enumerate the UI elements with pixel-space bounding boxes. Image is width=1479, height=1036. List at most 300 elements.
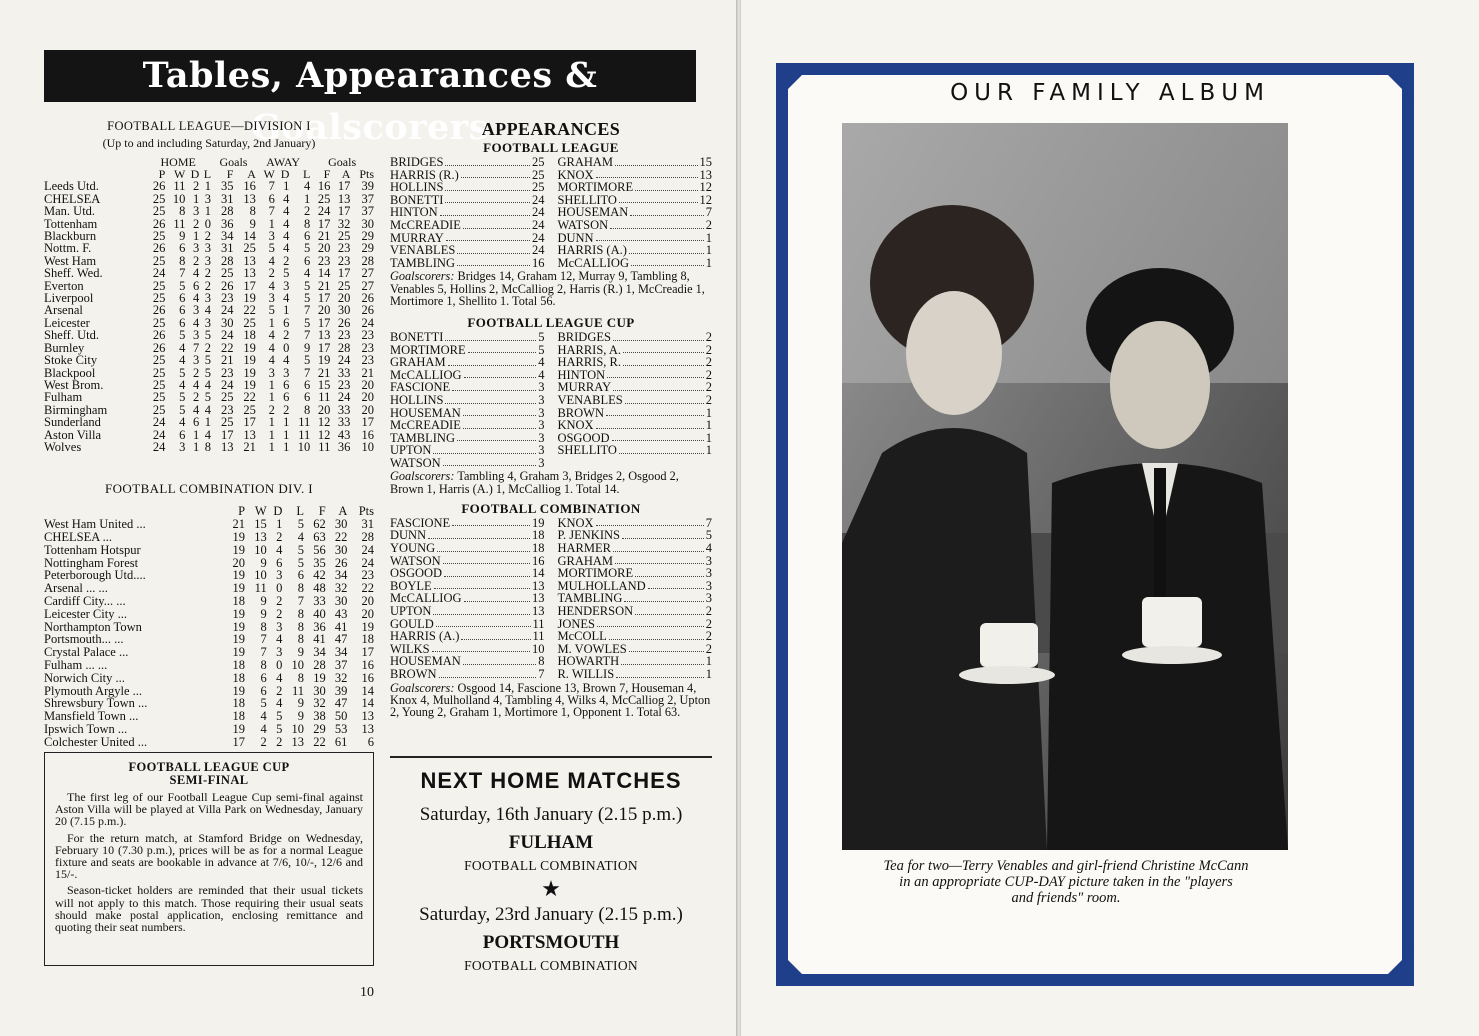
stat-cell: 25 <box>337 278 351 293</box>
player-count: 25 <box>532 155 545 169</box>
leader-dots <box>635 605 704 615</box>
stat-cell: 33 <box>337 365 351 380</box>
stat-cell: 1 <box>268 439 275 454</box>
stat-cell: 11 <box>173 179 186 194</box>
player-count: 11 <box>532 616 545 631</box>
stat-cell: 13 <box>254 529 267 544</box>
col-p: P <box>158 167 166 181</box>
stat-cell: 25 <box>152 253 166 268</box>
stat-cell: 13 <box>291 734 305 749</box>
table-row <box>44 608 374 621</box>
col-f: F <box>226 167 234 181</box>
player-name: HOUSEMAN <box>390 405 461 420</box>
stat-cell: 4 <box>304 266 311 281</box>
stat-cell: 26 <box>152 303 166 318</box>
player-count: 2 <box>705 604 712 619</box>
appearances-comb-title: FOOTBALL COMBINATION <box>461 500 641 516</box>
couple-photo <box>842 123 1288 850</box>
cup-goalscorers <box>390 470 712 494</box>
stat-cell: 7 <box>268 204 275 219</box>
stat-cell: 25 <box>220 266 234 281</box>
stat-cell: 22 <box>361 581 374 596</box>
caption-line-3: and friends" room. <box>1011 890 1121 906</box>
player-count: 2 <box>705 342 712 357</box>
stat-cell: 17 <box>243 415 256 430</box>
table-row <box>44 736 374 749</box>
stat-cell: 1 <box>193 439 200 454</box>
stat-cell: 3 <box>204 315 212 330</box>
stat-cell: 13 <box>361 709 374 724</box>
stat-cell: 7 <box>260 645 267 660</box>
stat-cell: 2 <box>268 266 275 281</box>
match-team-2: PORTSMOUTH <box>482 932 620 953</box>
stat-cell: 23 <box>220 291 234 306</box>
stat-cell: 39 <box>361 179 374 194</box>
leader-dots <box>629 643 704 653</box>
stat-cell: 4 <box>204 427 212 442</box>
player-count: 1 <box>705 243 712 258</box>
leader-dots <box>457 244 530 254</box>
col-a-away: A <box>341 167 351 181</box>
player-name: HOUSEMAN <box>390 654 461 669</box>
stat-cell: 6 <box>283 315 290 330</box>
stat-cell: 3 <box>193 353 200 368</box>
stat-cell: 13 <box>243 266 256 281</box>
stat-cell: 1 <box>193 229 200 244</box>
leader-dots <box>428 529 530 539</box>
stat-cell: 24 <box>361 315 374 330</box>
stat-cell: 37 <box>334 657 348 672</box>
left-page <box>0 0 738 1036</box>
stat-cell: 25 <box>152 390 166 405</box>
list-item <box>557 257 712 270</box>
leader-dots <box>463 419 536 429</box>
player-name: HARMER <box>557 541 611 556</box>
list-item <box>557 630 712 643</box>
comb-goalscorers <box>390 682 712 719</box>
player-count: 2 <box>705 380 712 395</box>
stat-cell: 2 <box>204 266 212 281</box>
stat-cell: 21 <box>220 353 234 368</box>
stat-cell: 4 <box>179 415 186 430</box>
stat-cell: 5 <box>304 291 311 306</box>
stat-cell: 19 <box>232 683 246 698</box>
stat-cell: 23 <box>337 328 351 343</box>
player-name: GOULD <box>390 616 434 631</box>
leader-dots <box>443 555 530 565</box>
right-page <box>741 0 1479 1036</box>
col-d-away: D <box>280 167 290 181</box>
list-item <box>557 181 712 194</box>
player-count: 1 <box>705 230 712 245</box>
stat-cell: 26 <box>337 315 351 330</box>
stat-cell: 21 <box>317 278 331 293</box>
player-count: 2 <box>705 355 712 370</box>
stat-cell: 17 <box>317 291 331 306</box>
leader-dots <box>443 457 537 467</box>
stat-cell: 6 <box>304 377 311 392</box>
stat-cell: 13 <box>361 721 374 736</box>
stat-cell: 6 <box>367 734 374 749</box>
stat-cell: 0 <box>276 581 283 596</box>
team-name: Fulham ... ... <box>44 657 108 672</box>
stat-cell: 33 <box>313 593 326 608</box>
leader-dots <box>631 257 704 267</box>
table-row <box>44 659 374 672</box>
stat-cell: 1 <box>283 427 290 442</box>
group-home: HOME <box>160 154 196 169</box>
stat-cell: 4 <box>283 191 290 206</box>
stat-cell: 28 <box>361 253 374 268</box>
stat-cell: 1 <box>268 390 275 405</box>
stat-cell: 24 <box>317 204 331 219</box>
player-count: 1 <box>705 405 712 420</box>
stat-cell: 26 <box>152 340 166 355</box>
stat-cell: 5 <box>268 303 275 318</box>
stat-cell: 27 <box>361 278 374 293</box>
stat-cell: 5 <box>304 315 311 330</box>
comb-col-l: L <box>296 504 305 519</box>
stat-cell: 9 <box>260 555 267 570</box>
league-table <box>44 156 374 454</box>
photo-caption <box>836 858 1296 906</box>
stat-cell: 31 <box>361 517 374 532</box>
appearances-league-title: FOOTBALL LEAGUE <box>483 140 619 155</box>
player-count: 3 <box>705 591 712 606</box>
stat-cell: 20 <box>361 606 374 621</box>
player-count: 14 <box>532 566 545 581</box>
player-name: OSGOOD <box>557 430 610 445</box>
stat-cell: 7 <box>179 266 186 281</box>
stat-cell: 1 <box>268 427 275 442</box>
table-row <box>44 595 374 608</box>
stat-cell: 20 <box>317 241 331 256</box>
list-item <box>390 356 545 369</box>
stat-cell: 25 <box>243 402 256 417</box>
stat-cell: 3 <box>283 365 290 380</box>
leader-dots <box>609 630 704 640</box>
gs-label: Goalscorers: <box>390 269 455 284</box>
stat-cell: 16 <box>361 657 374 672</box>
player-name: TAMBLING <box>390 430 455 445</box>
stat-cell: 25 <box>152 377 166 392</box>
stat-cell: 16 <box>361 427 374 442</box>
player-count: 13 <box>699 167 712 182</box>
team-name: Arsenal ... ... <box>44 581 108 596</box>
team-name: Fulham <box>44 390 83 405</box>
stat-cell: 6 <box>260 670 267 685</box>
stat-cell: 4 <box>276 670 283 685</box>
appearances-cup-title: FOOTBALL LEAGUE CUP <box>467 314 635 330</box>
stat-cell: 34 <box>313 645 326 660</box>
stat-cell: 5 <box>297 555 305 570</box>
stat-cell: 24 <box>152 266 166 281</box>
stat-cell: 6 <box>268 191 275 206</box>
page-number: 10 <box>360 985 374 1000</box>
stat-cell: 28 <box>337 340 351 355</box>
team-name: West Brom. <box>44 377 104 392</box>
stat-cell: 10 <box>291 657 305 672</box>
leader-dots <box>629 244 704 254</box>
stat-cell: 4 <box>260 721 267 736</box>
player-count: 25 <box>532 180 545 195</box>
stat-cell: 13 <box>243 253 256 268</box>
table-row <box>44 391 374 403</box>
stat-cell: 14 <box>317 266 331 281</box>
stat-cell: 19 <box>243 340 256 355</box>
stat-cell: 8 <box>297 632 305 647</box>
stat-cell: 9 <box>297 645 305 660</box>
stat-cell: 1 <box>283 415 290 430</box>
list-item <box>390 394 545 407</box>
page-banner: Tables, Appearances & Goalscorers <box>44 50 696 102</box>
leader-dots <box>452 381 536 391</box>
stat-cell: 16 <box>317 179 331 194</box>
stat-cell: 29 <box>361 229 374 244</box>
stat-cell: 4 <box>276 542 283 557</box>
stat-cell: 20 <box>317 303 331 318</box>
col-w: W <box>174 167 186 181</box>
player-name: HINTON <box>390 205 438 220</box>
stat-cell: 5 <box>276 721 283 736</box>
player-name: BROWN <box>557 405 604 420</box>
stat-cell: 21 <box>317 229 331 244</box>
stat-cell: 24 <box>220 303 234 318</box>
stat-cell: 4 <box>283 353 290 368</box>
stat-cell: 19 <box>243 365 256 380</box>
player-name: MORTIMORE <box>557 566 634 581</box>
player-name: GRAHAM <box>390 355 446 370</box>
leader-dots <box>468 344 537 354</box>
gs-label: Goalscorers: <box>390 680 455 695</box>
stat-cell: 5 <box>204 353 212 368</box>
team-name: Tottenham <box>44 216 98 231</box>
stat-cell: 20 <box>361 377 374 392</box>
stat-cell: 19 <box>232 619 246 634</box>
player-name: TAMBLING <box>557 591 623 606</box>
stat-cell: 2 <box>283 253 290 268</box>
stat-cell: 25 <box>243 315 256 330</box>
star-icon: ★ <box>541 876 561 901</box>
semifinal-paragraph-2: For the return match, at Stamford Bridge on Wednesday, February 10 (7.30 p.m.), prices will be as for a normal League fixture and seats are bookable in advance at 7/6, 10/-, 12/6 and 15/-. <box>55 830 363 882</box>
stat-cell: 38 <box>313 709 326 724</box>
leader-dots <box>445 331 536 341</box>
team-name: Shrewsbury Town ... <box>44 696 148 711</box>
stat-cell: 61 <box>334 734 348 749</box>
player-count: 2 <box>705 616 712 631</box>
league-title: FOOTBALL LEAGUE—DIVISION I <box>107 119 311 133</box>
table-row <box>44 544 374 557</box>
stat-cell: 5 <box>304 241 311 256</box>
team-name: Crystal Palace ... <box>44 645 129 660</box>
stat-cell: 29 <box>361 241 374 256</box>
stat-cell: 6 <box>193 278 200 293</box>
stat-cell: 6 <box>179 303 186 318</box>
stat-cell: 33 <box>337 415 351 430</box>
stat-cell: 1 <box>304 191 311 206</box>
stat-cell: 13 <box>220 439 234 454</box>
league-rows <box>44 180 374 453</box>
team-name: CHELSEA ... <box>44 529 113 544</box>
leader-dots <box>612 432 704 442</box>
stat-cell: 56 <box>313 542 326 557</box>
stat-cell: 2 <box>193 216 200 231</box>
list-item <box>390 156 545 169</box>
stat-cell: 2 <box>276 734 283 749</box>
team-name: Sunderland <box>44 415 101 430</box>
player-name: MURRAY <box>557 380 612 395</box>
stat-cell: 5 <box>179 365 186 380</box>
stat-cell: 4 <box>268 353 275 368</box>
list-item <box>557 219 712 232</box>
player-name: WILKS <box>390 641 430 656</box>
stat-cell: 3 <box>204 191 212 206</box>
stat-cell: 9 <box>179 229 186 244</box>
player-count: 8 <box>538 654 545 669</box>
stat-cell: 10 <box>297 439 311 454</box>
stat-cell: 30 <box>361 216 374 231</box>
player-name: JONES <box>557 616 595 631</box>
comb-col-pts: Pts <box>358 504 374 519</box>
stat-cell: 2 <box>204 229 212 244</box>
team-name: Plymouth Argyle ... <box>44 683 143 698</box>
leader-dots <box>446 232 530 242</box>
stat-cell: 8 <box>297 581 305 596</box>
comb-col-w: W <box>254 504 267 519</box>
stat-cell: 10 <box>254 542 267 557</box>
player-name: VENABLES <box>557 392 623 407</box>
stat-cell: 17 <box>232 734 246 749</box>
team-name: Peterborough Utd.... <box>44 568 146 583</box>
stat-cell: 4 <box>204 303 212 318</box>
player-name: WATSON <box>390 455 441 470</box>
stat-cell: 63 <box>313 529 326 544</box>
stat-cell: 2 <box>204 340 212 355</box>
list-right <box>557 517 712 681</box>
player-name: BRIDGES <box>557 329 611 344</box>
stat-cell: 24 <box>220 328 234 343</box>
stat-cell: 26 <box>152 241 166 256</box>
stat-cell: 2 <box>193 179 200 194</box>
stat-cell: 28 <box>220 253 234 268</box>
stat-cell: 3 <box>193 328 200 343</box>
match-team-1: FULHAM <box>508 832 594 853</box>
stat-cell: 3 <box>283 278 290 293</box>
player-count: 1 <box>705 654 712 669</box>
stat-cell: 32 <box>337 216 351 231</box>
stat-cell: 4 <box>304 179 311 194</box>
team-name: Everton <box>44 278 84 293</box>
stat-cell: 7 <box>297 593 305 608</box>
stat-cell: 11 <box>318 439 331 454</box>
table-row <box>44 416 374 428</box>
stat-cell: 1 <box>204 179 212 194</box>
leader-dots <box>596 232 704 242</box>
stat-cell: 4 <box>193 315 200 330</box>
stat-cell: 7 <box>304 365 311 380</box>
stat-cell: 32 <box>334 670 348 685</box>
leader-dots <box>464 369 537 379</box>
stat-cell: 2 <box>276 683 283 698</box>
list-item <box>557 156 712 169</box>
leader-dots <box>596 169 698 179</box>
leader-dots <box>445 194 530 204</box>
stat-cell: 6 <box>179 291 186 306</box>
stat-cell: 18 <box>243 328 256 343</box>
player-count: 3 <box>538 418 545 433</box>
stat-cell: 4 <box>193 377 200 392</box>
leader-dots <box>463 407 536 417</box>
leader-dots <box>613 542 704 552</box>
match-date-1: Saturday, 16th January (2.15 p.m.) <box>419 804 683 825</box>
table-row <box>44 723 374 736</box>
stat-cell: 40 <box>313 606 326 621</box>
stat-cell: 5 <box>268 241 275 256</box>
stat-cell: 13 <box>337 191 351 206</box>
stat-cell: 28 <box>361 529 374 544</box>
stat-cell: 23 <box>317 253 331 268</box>
match-comp-2: FOOTBALL COMBINATION <box>464 958 638 973</box>
stat-cell: 25 <box>152 204 166 219</box>
player-count: 4 <box>705 541 712 556</box>
stat-cell: 8 <box>297 670 305 685</box>
stat-cell: 37 <box>361 204 374 219</box>
stat-cell: 19 <box>313 670 326 685</box>
stat-cell: 14 <box>361 696 374 711</box>
team-name: Arsenal <box>44 303 83 318</box>
player-name: McCOLL <box>557 629 607 644</box>
stat-cell: 33 <box>337 402 351 417</box>
leader-dots <box>445 181 530 191</box>
player-count: 13 <box>532 604 545 619</box>
stat-cell: 11 <box>318 390 331 405</box>
player-count: 10 <box>532 641 545 656</box>
stat-cell: 8 <box>204 439 212 454</box>
stat-cell: 5 <box>260 696 267 711</box>
gs-label: Goalscorers: <box>390 469 455 484</box>
stat-cell: 3 <box>268 229 275 244</box>
player-count: 13 <box>532 578 545 593</box>
table-row <box>44 304 374 316</box>
leader-dots <box>461 169 530 179</box>
stat-cell: 0 <box>283 340 290 355</box>
leader-dots <box>463 219 530 229</box>
stat-cell: 19 <box>232 529 246 544</box>
player-count: 2 <box>705 629 712 644</box>
stat-cell: 4 <box>283 216 290 231</box>
player-count: 3 <box>538 405 545 420</box>
stat-cell: 42 <box>313 568 326 583</box>
player-name: VENABLES <box>390 243 456 258</box>
group-goals-away: Goals <box>328 154 357 169</box>
stat-cell: 4 <box>193 291 200 306</box>
stat-cell: 5 <box>297 517 305 532</box>
stat-cell: 9 <box>260 593 267 608</box>
stat-cell: 30 <box>334 542 348 557</box>
stat-cell: 14 <box>361 683 374 698</box>
player-count: 5 <box>538 342 545 357</box>
stat-cell: 8 <box>179 253 186 268</box>
stat-cell: 5 <box>304 353 311 368</box>
leader-dots <box>635 567 704 577</box>
player-name: FASCIONE <box>390 380 451 395</box>
table-row <box>44 205 374 217</box>
team-name: Nottm. F. <box>44 241 92 256</box>
caption-line-1: Tea for two—Terry Venables and girl-friend Christine McCann <box>883 858 1249 874</box>
combination-rows <box>44 518 374 748</box>
list-item <box>557 605 712 618</box>
stat-cell: 16 <box>243 179 256 194</box>
